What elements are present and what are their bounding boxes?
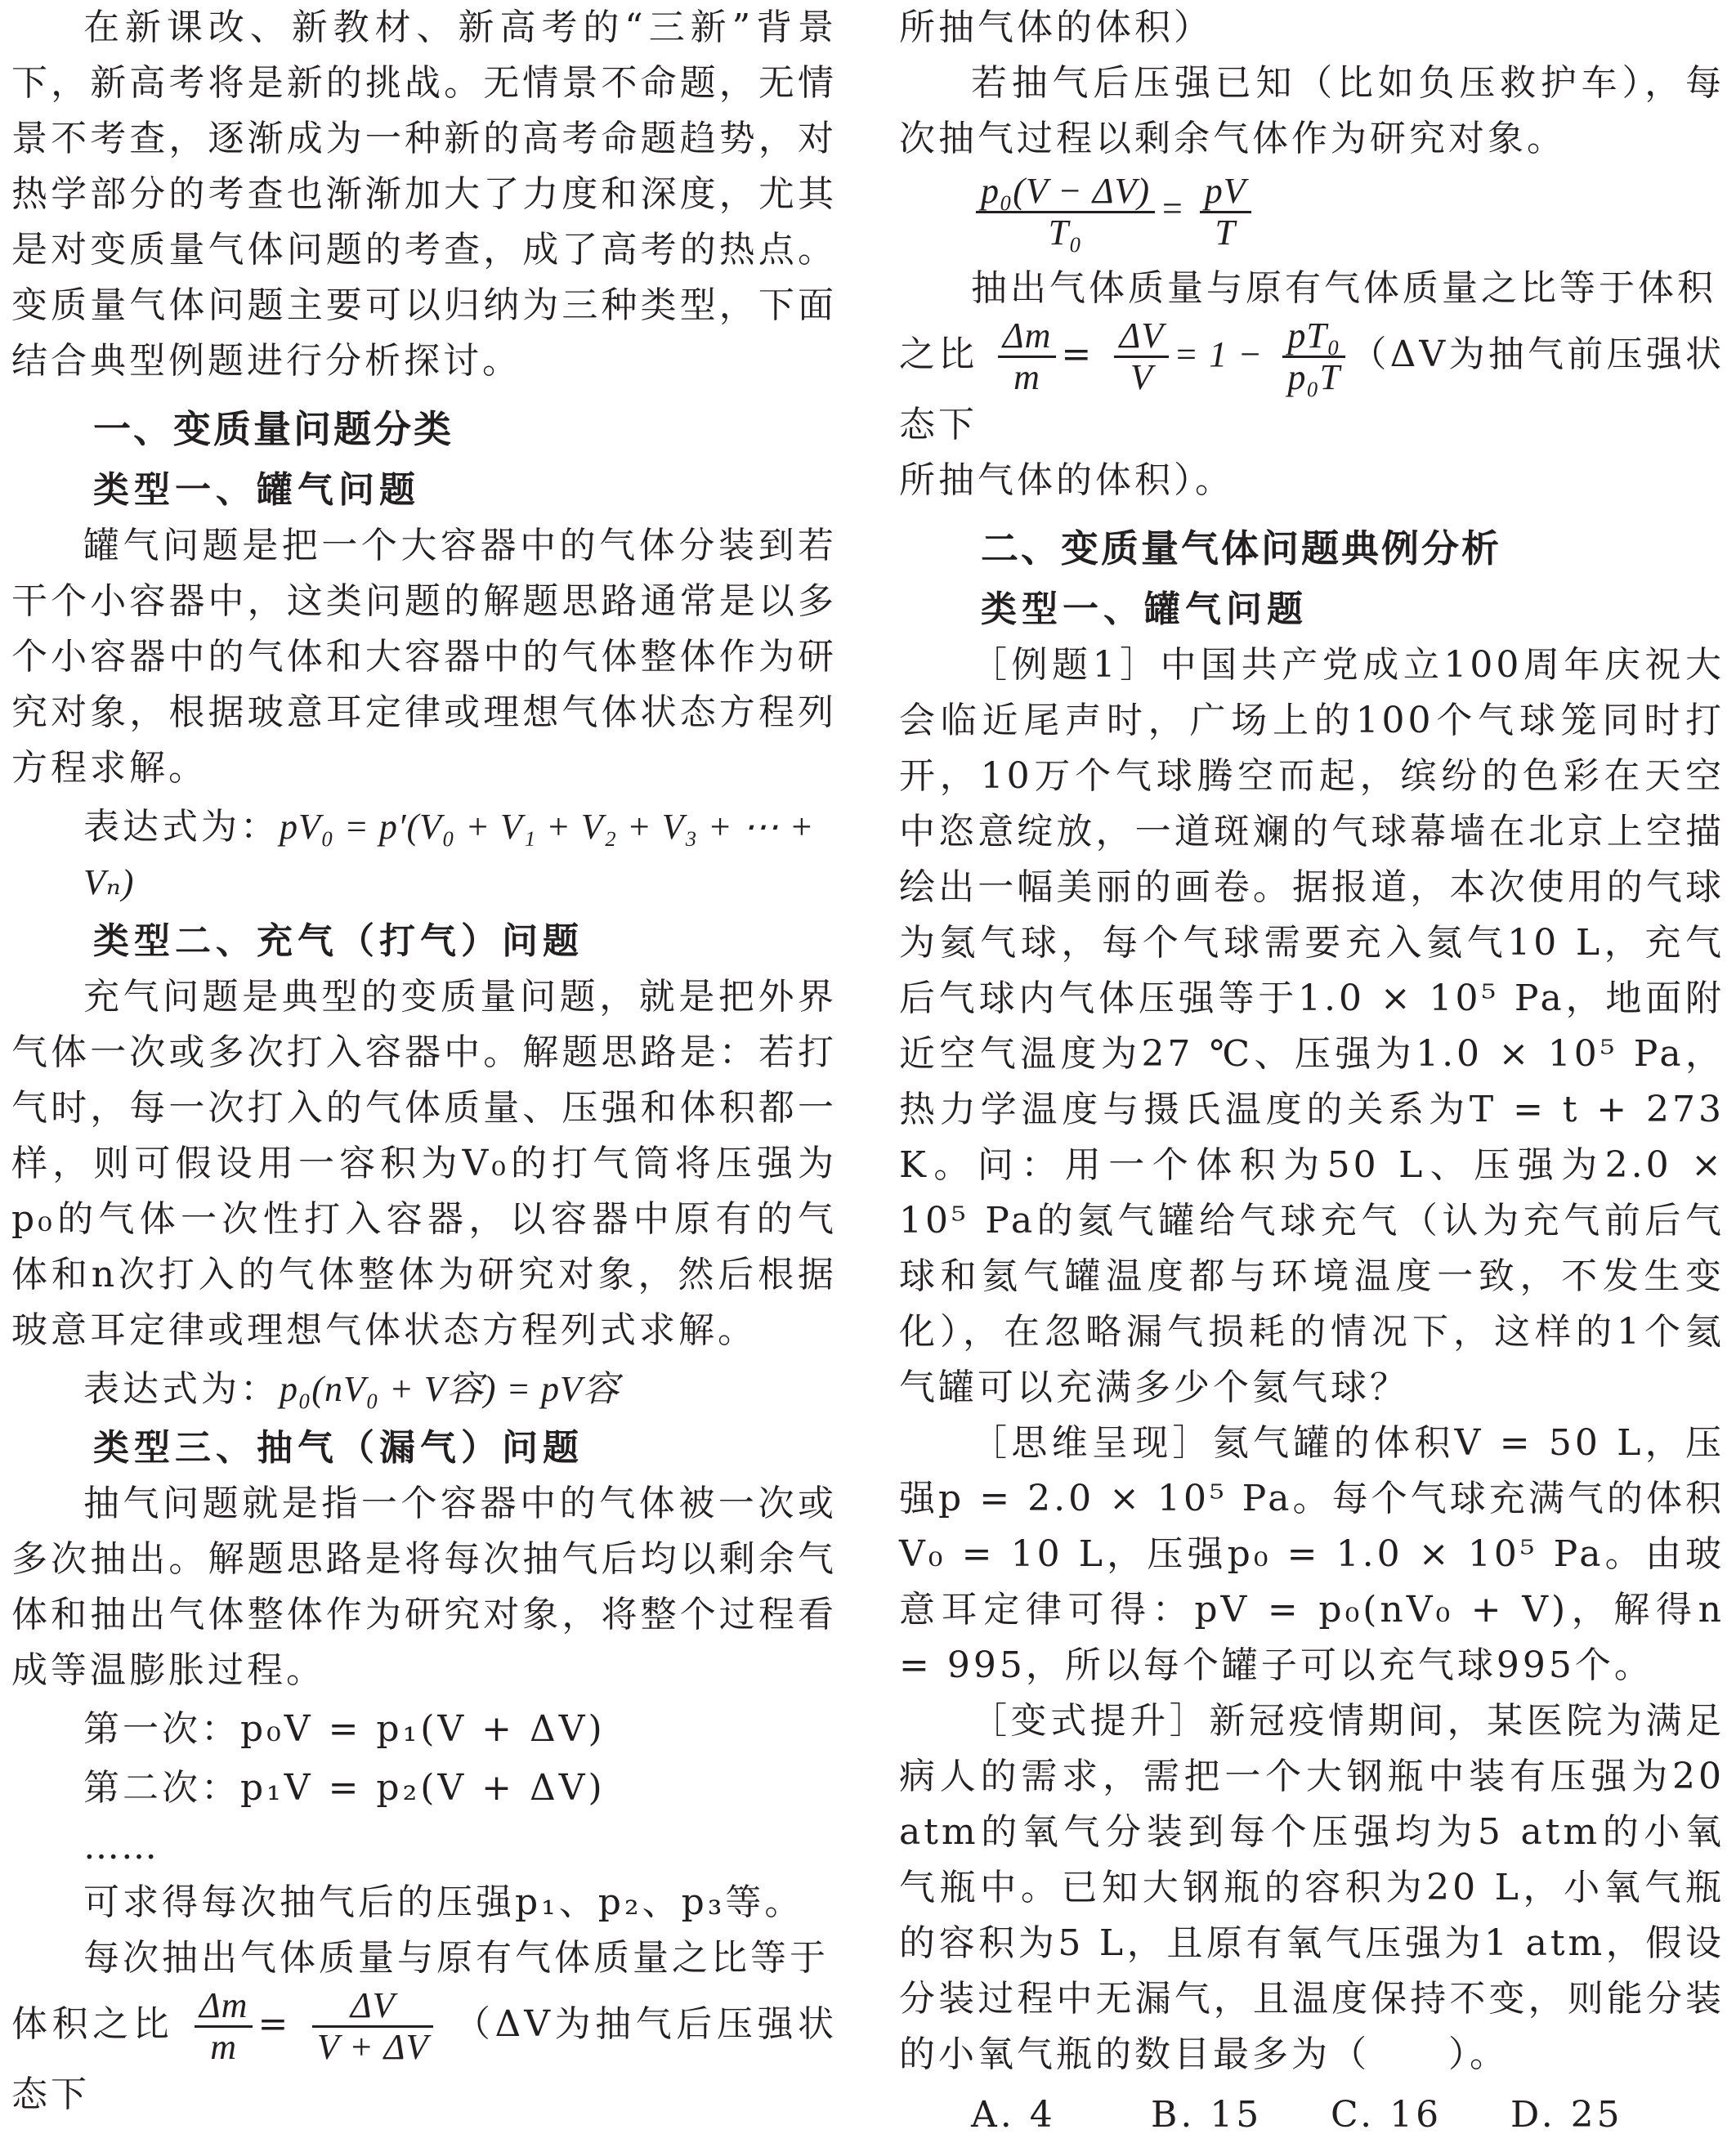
type3-paragraph: 抽气问题就是指一个容器中的气体被一次或多次抽出。解题思路是将每次抽气后均以剩余气体和抽出气体整体作为研究对象，将整个过程看成等温膨胀过程。 xyxy=(11,1483,837,1691)
thinking-paragraph: ［思维呈现］氦气罐的体积V = 50 L，压强p = 2.0 × 10⁵ Pa。每个气球充满气的体积V₀ = 10 L，压强p₀ = 1.0 × 10⁵ Pa。由玻意耳定律可得：pV = p₀(nV₀ + V)，解得n = 995，所以每个罐子可以充气球995个。 xyxy=(899,1422,1725,1686)
ratio-prefix: 体积之比 xyxy=(11,2003,174,2045)
mass-ratio-formula-line: 之比 $\frac{\Delta m}{m}$ = $\frac{\Delta V}{V}$ = 1 − $\frac{\text{pT₀}}{\text{p₀T}}$ （ΔV为抽气前压强状态下 xyxy=(899,315,1725,445)
type1-heading: 类型一、罐气问题 xyxy=(93,469,420,511)
section-heading-examples: 二、变质量气体问题典例分析 xyxy=(981,526,1501,570)
section-heading-classification: 一、变质量问题分类 xyxy=(93,407,454,451)
type1-paragraph: 罐气问题是把一个大容器中的气体分装到若干个小容器中，这类问题的解题思路通常是以多个小容器中的气体和大容器中的气体整体作为研究对象，根据玻意耳定律或理想气体状态方程列方程求解。 xyxy=(11,525,837,789)
continuation-text-2: 所抽气体的体积）。 xyxy=(899,459,1234,501)
expression-label: 表达式为： xyxy=(83,806,280,848)
second-extraction-equation: 第二次：p₁V = p₂(V + ΔV) xyxy=(83,1767,606,1809)
mass-suffix: （ΔV为抽气前压强状态下 xyxy=(899,333,1725,445)
option-a: A. 4 xyxy=(971,2094,1056,2136)
left-column xyxy=(11,0,837,2123)
mass-ratio-fraction: $\frac{\Delta m}{m}$ xyxy=(195,1986,253,2067)
first-extraction-equation: 第一次：p₀V = p₁(V + ΔV) xyxy=(83,1708,606,1750)
type2-paragraph: 充气问题是典型的变质量问题，就是把外界气体一次或多次打入容器中。解题思路是：若打气时，每一次打入的气体质量、压强和体积都一样，则可假设用一容积为V₀的打气筒将压强为p₀的气体一次性打入容器，以容器中原有的气体和n次打入的气体整体为研究对象，然后根据玻意耳定律或理想气体状态方程列式求解。 xyxy=(11,976,837,1351)
mass-prefix: 之比 xyxy=(899,333,978,375)
variant-paragraph: ［变式提升］新冠疫情期间，某医院为满足病人的需求，需把一个大钢瓶中装有压强为20 atm的氧气分装到每个压强均为5 atm的小氧气瓶中。已知大钢瓶的容积为20 L，小氧气瓶的容积为5 L，且原有氧气压强为1 atm，假设分装过程中无漏气，且温度保持不变，则能分装的小氧气瓶的数目最多为（ ）。 xyxy=(899,1700,1725,2075)
option-c: C. 16 xyxy=(1331,2094,1443,2136)
equals-one-minus: = 1 − xyxy=(1174,334,1264,374)
option-b: B. 15 xyxy=(1151,2094,1263,2136)
intro-paragraph: 在新课改、新教材、新高考的“三新”背景下，新高考将是新的挑战。无情景不命题，无情景不考查，逐渐成为一种新的高考命题趋势，对热学部分的考查也渐渐加大了力度和深度，尤其是对变质量气体问题的考查，成了高考的热点。变质量气体问题主要可以归纳为三种类型，下面结合典型例题进行分析探讨。 xyxy=(11,7,837,382)
continuation-text-1: 所抽气体的体积） xyxy=(899,7,1213,48)
answer-options xyxy=(899,2087,1725,2143)
ellipsis: …… xyxy=(83,1826,159,1868)
type3-heading: 类型三、抽气（漏气）问题 xyxy=(93,1427,584,1469)
known-pressure-paragraph: 若抽气后压强已知（比如负压救护车），每次抽气过程以剩余气体作为研究对象。 xyxy=(899,62,1725,159)
example1-paragraph: ［例题1］中国共产党成立100周年庆祝大会临近尾声时，广场上的100个气球笼同时打开，10万个气球腾空而起，缤纷的色彩在天空中恣意绽放，一道斑斓的气球幕墙在北京上空描绘出一幅美丽的画卷。据报道，本次使用的气球为氦气球，每个气球需要充入氦气10 L，充气后气球内气体压强等于1.0 × 10⁵ Pa，地面附近空气温度为27 ℃、压强为1.0 × 10⁵ Pa，热力学温度与摄氏温度的关系为T = t + 273 K。问：用一个体积为50 L、压强为2.0 × 10⁵ Pa的氦气罐给气球充气（认为充气前后气球和氦气罐温度都与环境温度一致，不发生变化），在忽略漏气损耗的情况下，这样的1个氦气罐可以充满多少个氦气球？ xyxy=(899,644,1725,1408)
temperature-pressure-fraction: $\frac{\text{pT₀}}{\text{p₀T}}$ xyxy=(1282,316,1345,397)
ratio-suffix: （ΔV为抽气后压强状态下 xyxy=(11,2003,837,2115)
ratio-paragraph: 每次抽出气体质量与原有气体质量之比等于 xyxy=(83,1937,829,1979)
type2-heading: 类型二、充气（打气）问题 xyxy=(93,920,584,962)
expression-label: 表达式为： xyxy=(83,1368,280,1410)
volume-fraction: $\frac{\Delta V}{V}$ xyxy=(1114,316,1169,397)
right-column xyxy=(899,0,1725,2143)
ratio-formula-line: 体积之比 $\frac{\Delta m}{m}$ = $\frac{\Delta V}{V + \Delta V}$ （ΔV为抽气后压强状态下 xyxy=(11,1985,837,2115)
mass-fraction: $\frac{\Delta m}{m}$ xyxy=(998,316,1057,397)
type1-expression xyxy=(11,799,837,910)
state-equation: $\frac{\text{p₀(V − ΔV)}}{\text{T₀}}$ = $\frac{pV}{T}$ xyxy=(899,172,1725,253)
expression-formula: pV₀ = p′(V₀ + V₁ + V₂ + V₃ + ⋯ + Vₙ) xyxy=(83,807,815,902)
mass-ratio-paragraph: 抽出气体质量与原有气体质量之比等于体积 xyxy=(971,267,1716,309)
pressures-paragraph: 可求得每次抽气后的压强p₁、p₂、p₃等。 xyxy=(83,1881,804,1923)
example-type1-heading: 类型一、罐气问题 xyxy=(981,588,1308,630)
rhs-fraction: $\frac{pV}{T}$ xyxy=(1200,172,1251,253)
option-d: D. 25 xyxy=(1510,2094,1623,2136)
volume-ratio-fraction: $\frac{\Delta V}{V + \Delta V}$ xyxy=(312,1986,433,2067)
lhs-fraction: $\frac{\text{p₀(V − ΔV)}}{\text{T₀}}$ xyxy=(976,172,1155,253)
expression-formula: p₀(nV₀ + V容) = pV容 xyxy=(280,1369,620,1409)
type2-expression xyxy=(11,1362,837,1417)
